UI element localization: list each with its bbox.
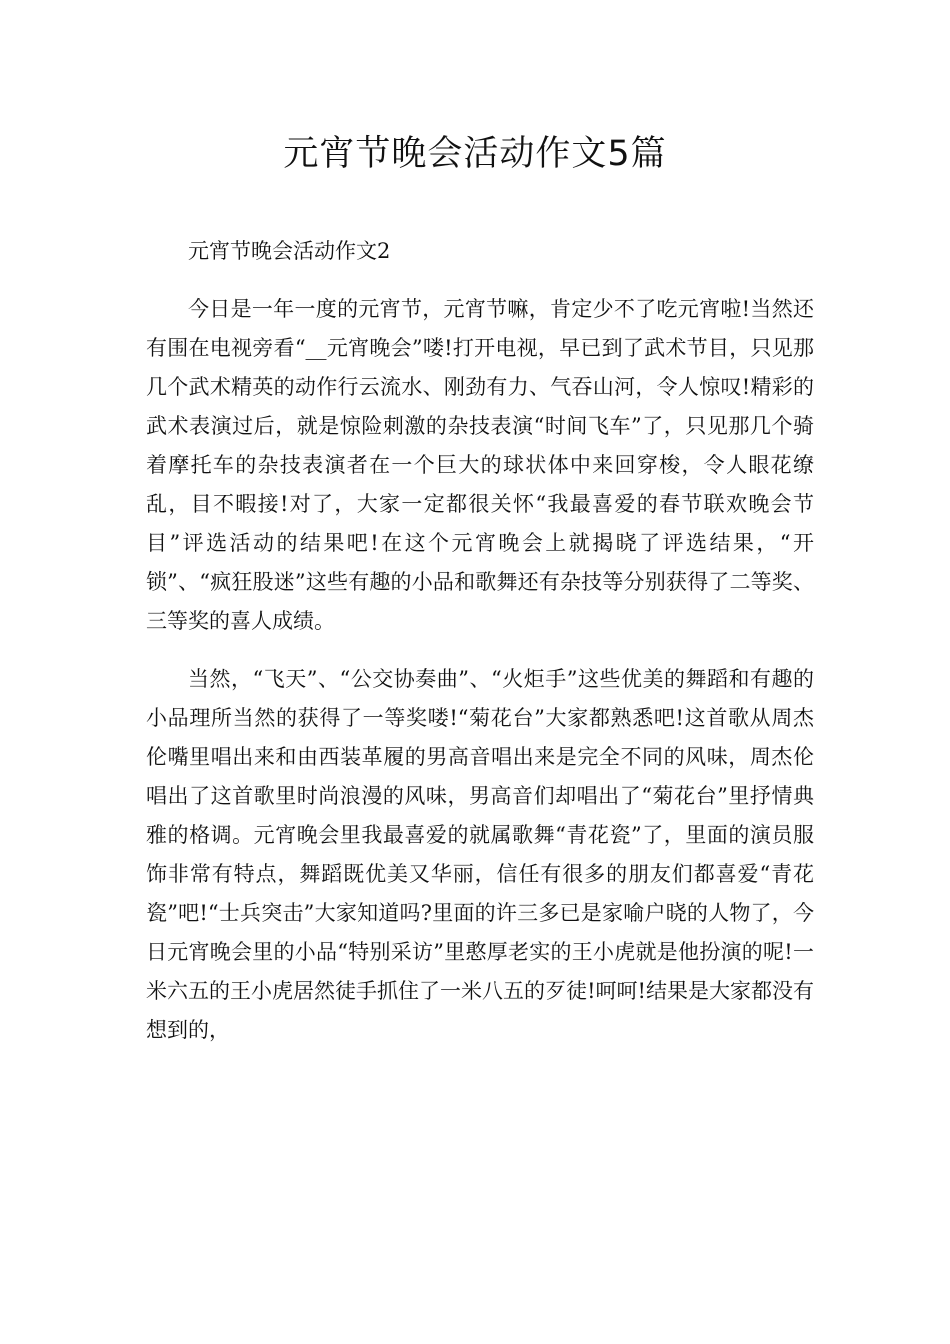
paragraph-2: 当然，“飞天”、“公交协奏曲”、“火炬手”这些优美的舞蹈和有趣的小品理所当然的获得了一等奖喽!“菊花台”大家都熟悉吧!这首歌从周杰伦嘴里唱出来和由西装革履的男高音唱出来是完全不同的风味，周杰伦唱出了这首歌里时尚浪漫的风味，男高音们却唱出了“菊花台”里抒情典雅的格调。元宵晚会里我最喜爱的就属歌舞“青花瓷”了，里面的演员服饰非常有特点，舞蹈既优美又华丽，信任有很多的朋友们都喜爱“青花瓷”吧!“士兵突击”大家知道吗?里面的许三多已是家喻户晓的人物了，今日元宵晚会里的小品“特别采访”里憨厚老实的王小虎就是他扮演的呢!一米六五的王小虎居然徒手抓住了一米八五的歹徒!呵呵!结果是大家都没有想到的， bbox=[146, 667, 814, 1042]
section-subtitle: 元宵节晚会活动作文2 bbox=[188, 239, 391, 263]
document-title: 元宵节晚会活动作文5篇 bbox=[283, 134, 667, 174]
paragraph-1: 今日是一年一度的元宵节，元宵节嘛，肯定少不了吃元宵啦!当然还有围在电视旁看“__元宵晚会”喽!打开电视，早已到了武术节目，只见那几个武术精英的动作行云流水、刚劲有力、气吞山河，令人惊叹!精彩的武术表演过后，就是惊险刺激的杂技表演“时间飞车”了，只见那几个骑着摩托车的杂技表演者在一个巨大的球状体中来回穿梭，令人眼花缭乱，目不暇接!对了，大家一定都很关怀“我最喜爱的春节联欢晚会节目”评选活动的结果吧!在这个元宵晚会上就揭晓了评选结果，“开锁”、“疯狂股迷”这些有趣的小品和歌舞还有杂技等分别获得了二等奖、三等奖的喜人成绩。 bbox=[146, 297, 814, 633]
document-body bbox=[146, 232, 814, 1069]
